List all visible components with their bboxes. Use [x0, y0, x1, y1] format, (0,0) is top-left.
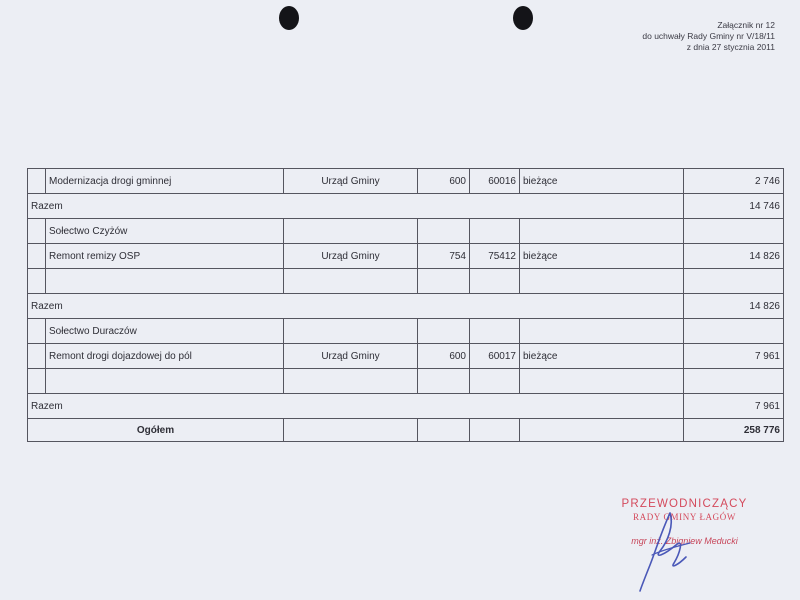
type-cell: bieżące: [520, 169, 684, 194]
empty-cell: [520, 319, 684, 344]
lp-cell: [28, 319, 46, 344]
empty-cell: [284, 319, 418, 344]
rozdzial-cell: 75412: [470, 244, 520, 269]
lp-cell: [28, 344, 46, 369]
table-row: [28, 344, 784, 369]
grand-total-amount: 258 776: [684, 419, 784, 442]
lp-cell: [28, 219, 46, 244]
section-title-row: [28, 319, 784, 344]
task-name-cell: Remont remizy OSP: [46, 244, 284, 269]
dzial-cell: 754: [418, 244, 470, 269]
empty-cell: [520, 269, 684, 294]
empty-cell: [470, 369, 520, 394]
empty-cell: [418, 369, 470, 394]
empty-row: [28, 269, 784, 294]
empty-cell: [684, 369, 784, 394]
empty-cell: [46, 369, 284, 394]
table-row: [28, 169, 784, 194]
grand-total-label: Ogółem: [28, 419, 284, 442]
unit-cell: Urząd Gminy: [284, 169, 418, 194]
lp-cell: [28, 244, 46, 269]
type-cell: bieżące: [520, 244, 684, 269]
subtotal-label: Razem: [28, 294, 684, 319]
empty-cell: [284, 419, 418, 442]
empty-cell: [470, 319, 520, 344]
empty-cell: [684, 219, 784, 244]
rozdzial-cell: 60016: [470, 169, 520, 194]
empty-cell: [418, 269, 470, 294]
subtotal-row: [28, 394, 784, 419]
amount-cell: 14 826: [684, 244, 784, 269]
section-title: Sołectwo Czyżów: [46, 219, 284, 244]
unit-cell: Urząd Gminy: [284, 244, 418, 269]
dzial-cell: 600: [418, 344, 470, 369]
empty-cell: [520, 419, 684, 442]
empty-cell: [470, 219, 520, 244]
empty-cell: [418, 319, 470, 344]
amount-cell: 2 746: [684, 169, 784, 194]
lp-cell: [28, 369, 46, 394]
section-title: Sołectwo Duraczów: [46, 319, 284, 344]
empty-cell: [46, 269, 284, 294]
empty-cell: [684, 269, 784, 294]
empty-cell: [284, 369, 418, 394]
stamp-organization: RADY GMINY ŁAGÓW: [633, 512, 736, 522]
budget-table: [27, 168, 784, 442]
resolution-reference: do uchwały Rady Gminy nr V/18/11: [642, 31, 775, 41]
empty-cell: [418, 419, 470, 442]
empty-cell: [470, 269, 520, 294]
subtotal-row: [28, 294, 784, 319]
handwritten-signature: [630, 505, 710, 595]
subtotal-amount: 14 826: [684, 294, 784, 319]
punch-hole-right: [513, 6, 533, 30]
task-name-cell: Modernizacja drogi gminnej: [46, 169, 284, 194]
type-cell: bieżące: [520, 344, 684, 369]
stamp-title: PRZEWODNICZĄCY: [621, 498, 748, 510]
subtotal-row: [28, 194, 784, 219]
lp-cell: [28, 169, 46, 194]
unit-cell: Urząd Gminy: [284, 344, 418, 369]
empty-cell: [520, 219, 684, 244]
attachment-header: [642, 20, 775, 53]
attachment-number: Załącznik nr 12: [717, 20, 775, 30]
table-row: [28, 244, 784, 269]
amount-cell: 7 961: [684, 344, 784, 369]
empty-cell: [684, 319, 784, 344]
subtotal-amount: 7 961: [684, 394, 784, 419]
resolution-date: z dnia 27 stycznia 2011: [686, 42, 775, 52]
subtotal-label: Razem: [28, 194, 684, 219]
rozdzial-cell: 60017: [470, 344, 520, 369]
empty-cell: [520, 369, 684, 394]
subtotal-amount: 14 746: [684, 194, 784, 219]
empty-cell: [470, 419, 520, 442]
empty-cell: [284, 269, 418, 294]
section-title-row: [28, 219, 784, 244]
stamp-signatory-name: mgr inż. Zbigniew Meducki: [631, 536, 738, 546]
empty-row: [28, 369, 784, 394]
dzial-cell: 600: [418, 169, 470, 194]
grand-total-row: [28, 419, 784, 442]
task-name-cell: Remont drogi dojazdowej do pól: [46, 344, 284, 369]
empty-cell: [284, 219, 418, 244]
lp-cell: [28, 269, 46, 294]
empty-cell: [418, 219, 470, 244]
punch-hole-left: [279, 6, 299, 30]
subtotal-label: Razem: [28, 394, 684, 419]
